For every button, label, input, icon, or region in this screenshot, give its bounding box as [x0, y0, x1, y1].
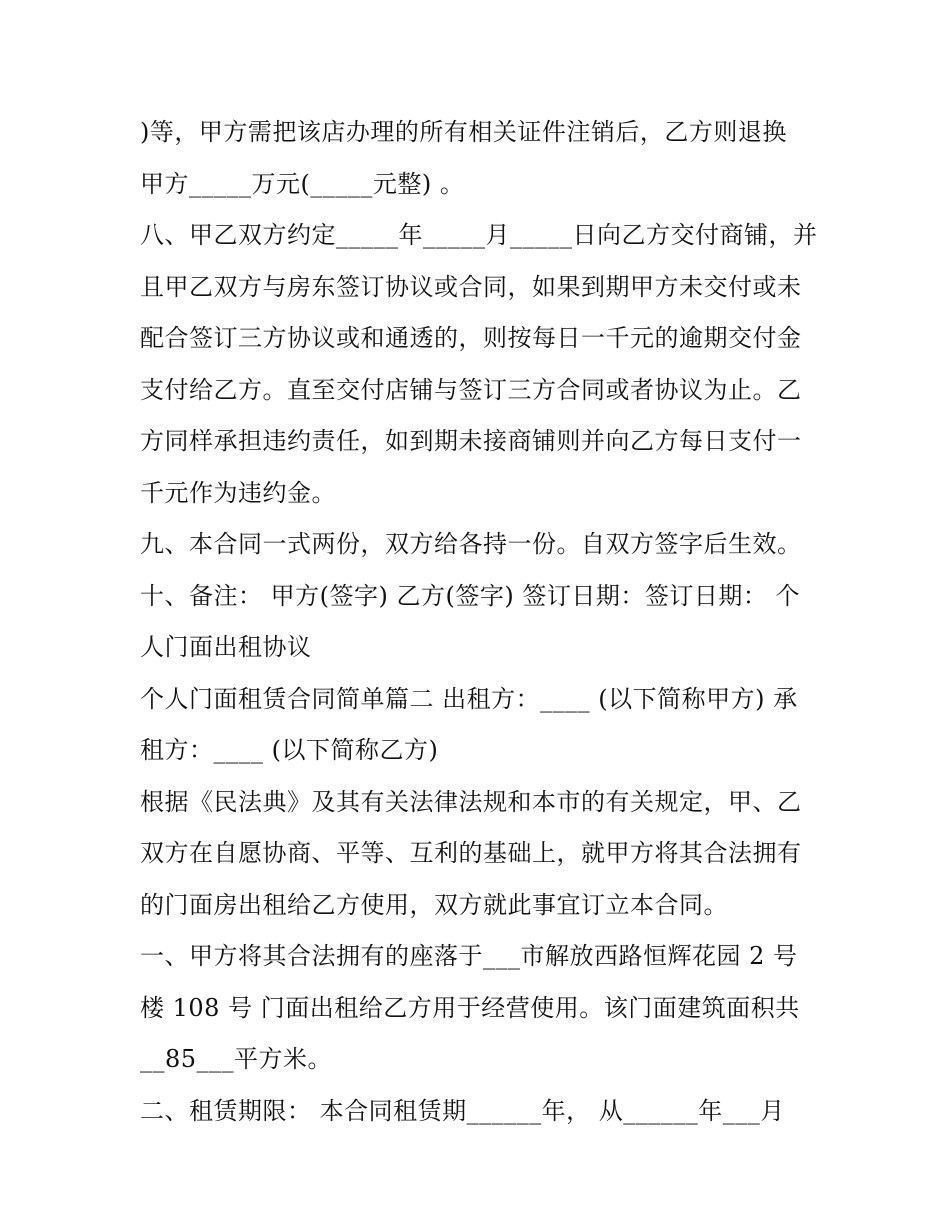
text-line: 且甲乙双方与房东签订协议或合同，如果到期甲方未交付或未 — [140, 272, 802, 301]
text-line: 甲方_____万元(_____元整) 。 — [140, 169, 465, 198]
text-line: 支付给乙方。直至交付店铺与签订三方合同或者协议为止。乙 — [140, 375, 802, 404]
text-line: 配合签订三方协议或和通透的，则按每日一千元的逾期交付金 — [140, 324, 802, 352]
text-line: 一、甲方将其合法拥有的座落于___市解放西路恒辉花园 2 号 — [140, 942, 798, 970]
text-line: )等，甲方需把该店办理的所有相关证件注销后，乙方则退换 — [140, 118, 787, 146]
document-body — [140, 107, 820, 1137]
text-line: __85___平方米。 — [140, 1045, 333, 1073]
text-line: 的门面房出租给乙方使用，双方就此事宜订立本合同。 — [140, 890, 728, 919]
text-line: 八、甲乙双方约定_____年_____月_____日向乙方交付商铺，并 — [140, 221, 818, 249]
text-line: 方同样承担违约责任，如到期未接商铺则并向乙方每日支付一 — [140, 427, 802, 455]
text-line: 楼 108 号 门面出租给乙方用于经营使用。该门面建筑面积共 — [140, 993, 800, 1022]
text-line: 根据《民法典》及其有关法律法规和本市的有关规定，甲、乙 — [140, 787, 802, 816]
text-line: 千元作为违约金。 — [140, 478, 336, 507]
text-line: 个人门面租赁合同简单篇二 出租方：____ (以下简称甲方) 承 — [140, 684, 798, 713]
text-line: 租方：____ (以下简称乙方) — [140, 736, 439, 764]
text-line: 十、备注： 甲方(签字) 乙方(签字) 签订日期：签订日期： 个 — [140, 581, 800, 610]
text-line: 人门面出租协议 — [140, 633, 312, 661]
text-line: 九、本合同一式两份，双方给各持一份。自双方签字后生效。 — [140, 530, 802, 558]
text-line: 双方在自愿协商、平等、互利的基础上，就甲方将其合法拥有 — [140, 839, 802, 867]
text-line: 二、租赁期限： 本合同租赁期______年， 从______年___月 — [140, 1096, 785, 1125]
